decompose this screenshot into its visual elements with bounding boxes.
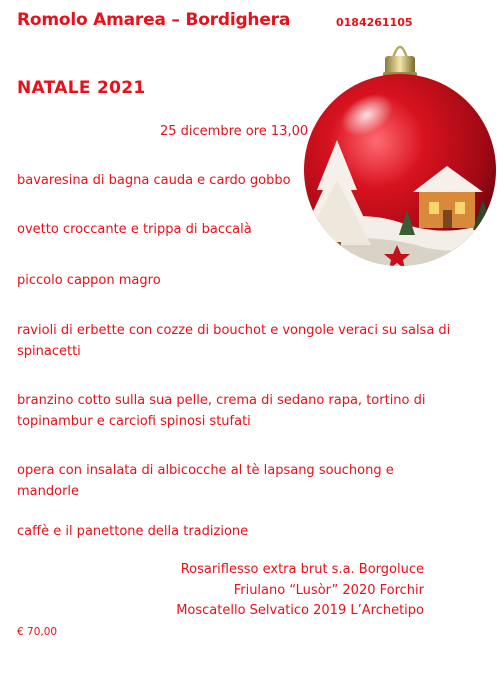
wine-pairing: Rosariflesso extra brut s.a. Borgoluce [180,562,424,577]
menu-item: opera con insalata di albicocche al tè lapsang souchong e mandorle [17,463,394,499]
phone-number: 0184261105 [336,16,413,29]
event-title: NATALE 2021 [17,78,146,98]
wine-pairing: Moscatello Selvatico 2019 L’Archetipo [176,603,424,618]
wine-pairing: Friulano “Lusòr” 2020 Forchir [233,583,424,598]
menu-item: ravioli di erbette con cozze di bouchot e vongole veraci su salsa di spinacetti [17,323,451,359]
menu-item: caffè e il panettone della tradizione [17,524,249,539]
christmas-ornament-image [297,30,497,280]
menu-item: piccolo cappon magro [17,273,161,288]
menu-item: branzino cotto sulla sua pelle, crema di sedano rapa, tortino di topinambur e carciofi spinosi stufati [17,393,426,429]
restaurant-title: Romolo Amarea – Bordighera [17,10,291,30]
event-date: 25 dicembre ore 13,00 [160,124,309,139]
menu-item: bavaresina di bagna cauda e cardo gobbo [17,173,291,188]
menu-item: ovetto croccante e trippa di baccalà [17,222,252,237]
menu-price: € 70,00 [17,626,58,638]
